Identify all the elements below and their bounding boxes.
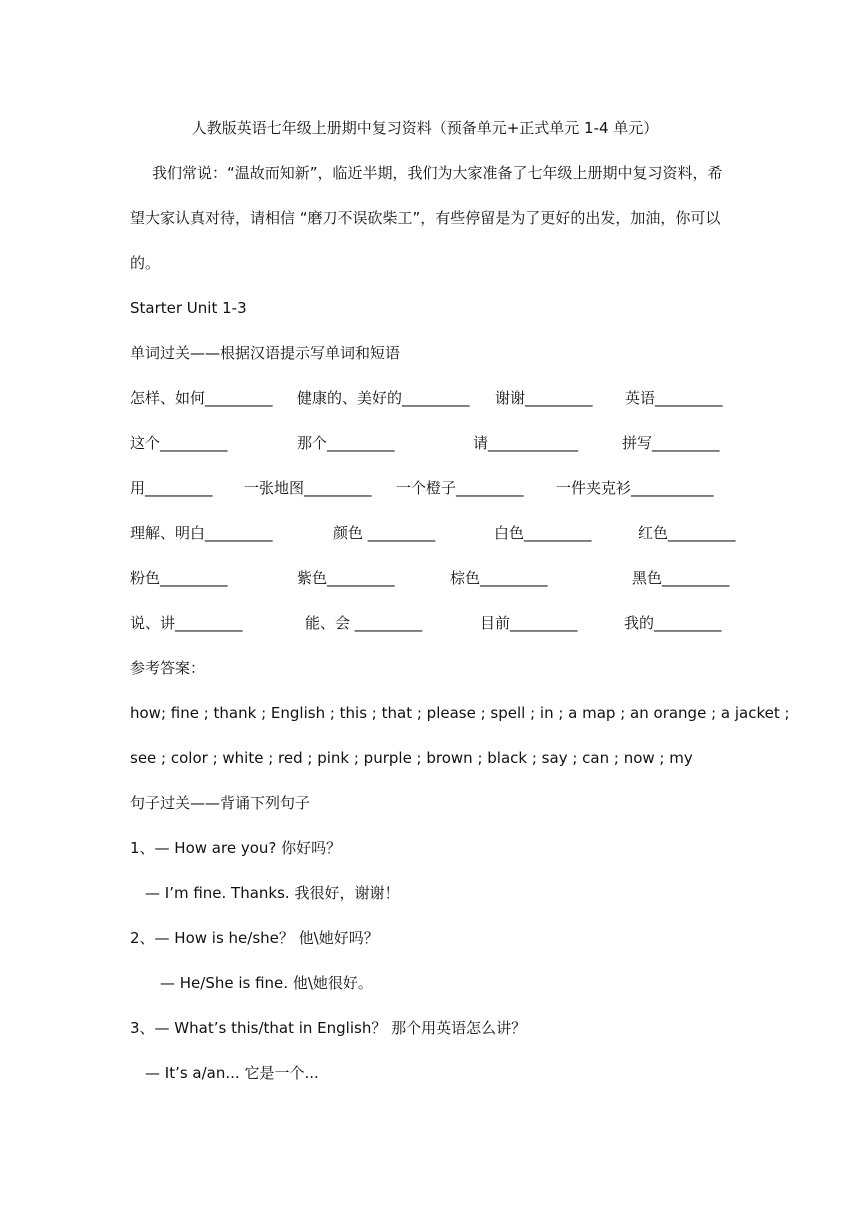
sentence-item: 1、— How are you? 你好吗？ — [130, 839, 342, 857]
vocab-item: 颜色 _________ — [333, 524, 436, 542]
sentences-heading: 句子过关——背诵下列句子 — [130, 794, 311, 812]
vocab-item: 谢谢_________ — [495, 389, 593, 407]
vocab-item: 那个_________ — [297, 434, 395, 452]
vocab-item: 能、会 _________ — [305, 614, 423, 632]
document-title: 人教版英语七年级上册期中复习资料（预备单元+正式单元 1-4 单元） — [191, 119, 659, 137]
vocab-item: 我的_________ — [624, 614, 722, 632]
vocab-item: 黑色_________ — [632, 569, 730, 587]
vocab-row — [130, 523, 740, 543]
answers-line-2: see ; color ; white ; red ; pink ; purple ; brown ; black ; say ; can ; now ; my — [130, 749, 693, 767]
intro-line-1: 我们常说：“温故而知新”，临近半期，我们为大家准备了七年级上册期中复习资料，希 — [152, 164, 723, 182]
vocab-item: 理解、明白_________ — [130, 524, 273, 542]
vocab-item: 粉色_________ — [130, 569, 228, 587]
vocab-heading: 单词过关——根据汉语提示写单词和短语 — [130, 344, 401, 362]
answers-line-1: how; fine ; thank ; English ; this ; that ; please ; spell ; in ; a map ; an orange ; a jacket ; — [130, 704, 790, 722]
vocab-row — [130, 568, 740, 588]
vocab-item: 英语_________ — [625, 389, 723, 407]
vocab-row — [130, 613, 740, 633]
vocab-item: 棕色_________ — [450, 569, 548, 587]
sentence-item: 3、— What’s this/that in English？ 那个用英语怎么讲？ — [130, 1019, 527, 1037]
vocab-item: 一件夹克衫___________ — [556, 479, 714, 497]
vocab-item: 一个橙子_________ — [396, 479, 524, 497]
vocab-item: 白色_________ — [494, 524, 592, 542]
intro-line-2: 望大家认真对待，请相信 “磨刀不误砍柴工”，有些停留是为了更好的出发，加油，你可以 — [130, 209, 721, 227]
intro-line-3: 的。 — [130, 254, 161, 272]
sentence-item: 2、— How is he/she？ 他\她好吗？ — [130, 929, 379, 947]
vocab-item: 目前_________ — [480, 614, 578, 632]
vocab-item: 说、讲_________ — [130, 614, 243, 632]
section-heading: Starter Unit 1-3 — [130, 299, 247, 317]
vocab-item: 紫色_________ — [297, 569, 395, 587]
vocab-item: 怎样、如何_________ — [130, 389, 273, 407]
vocab-item: 拼写_________ — [622, 434, 720, 452]
sentence-item: — He/She is fine. 他\她很好。 — [160, 974, 373, 992]
vocab-row — [130, 388, 740, 408]
vocab-item: 请____________ — [473, 434, 579, 452]
vocab-item: 用_________ — [130, 479, 213, 497]
vocab-row — [130, 433, 740, 453]
vocab-row — [130, 478, 740, 498]
answers-heading: 参考答案： — [130, 659, 206, 677]
vocab-item: 这个_________ — [130, 434, 228, 452]
vocab-item: 红色_________ — [638, 524, 736, 542]
sentence-item: — It’s a/an... 它是一个... — [145, 1064, 319, 1082]
vocab-item: 一张地图_________ — [244, 479, 372, 497]
sentence-item: — I’m fine. Thanks. 我很好，谢谢！ — [145, 884, 400, 902]
vocab-item: 健康的、美好的_________ — [297, 389, 470, 407]
